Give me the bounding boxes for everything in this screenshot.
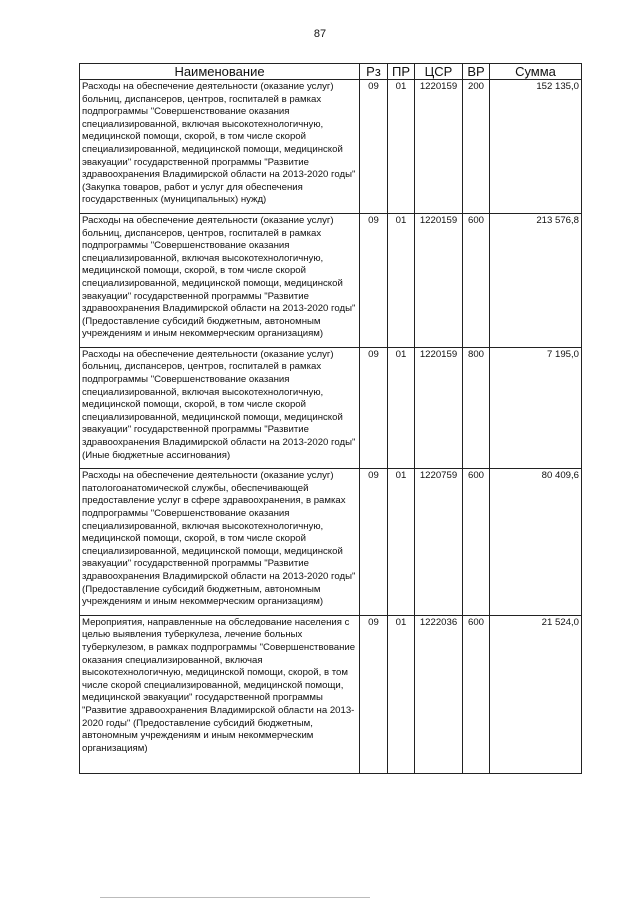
row-rz-cell: 09 (360, 615, 388, 774)
header-vr: ВР (463, 64, 490, 80)
row-vr-cell: 600 (463, 615, 490, 774)
row-vr-cell: 200 (463, 80, 490, 214)
table-row (80, 469, 582, 616)
row-csr-cell: 1220159 (415, 213, 463, 347)
header-sum: Сумма (490, 64, 582, 80)
row-sum-cell: 213 576,8 (490, 213, 582, 347)
row-rz-cell: 09 (360, 347, 388, 468)
row-rz-cell: 09 (360, 469, 388, 616)
header-name: Наименование (80, 64, 360, 80)
table-row (80, 615, 582, 774)
row-pr-cell: 01 (388, 347, 415, 468)
row-sum-cell: 152 135,0 (490, 80, 582, 214)
row-sum-cell: 21 524,0 (490, 615, 582, 774)
row-vr-cell: 600 (463, 469, 490, 616)
row-vr-cell: 600 (463, 213, 490, 347)
row-vr-cell: 800 (463, 347, 490, 468)
row-name-cell: Расходы на обеспечение деятельности (оказание услуг) больниц, диспансеров, центров, госпиталей в рамках подпрограммы "Совершенствование оказания специализированной, включая высокотехнологичную, медицинской помощи, скорой, в том числе скорой специализированной, медицинской помощи, медицинской эвакуации" государственной программы "Развитие здравоохранения Владимирской области на 2013-2020 годы" (Закупка товаров, работ и услуг для обеспечения государственных (муниципальных) нужд) (80, 80, 360, 214)
table-row (80, 347, 582, 468)
header-rz: Рз (360, 64, 388, 80)
row-rz-cell: 09 (360, 213, 388, 347)
row-pr-cell: 01 (388, 615, 415, 774)
row-name-cell: Расходы на обеспечение деятельности (оказание услуг) патологоанатомической службы, обеспечивающей предоставление услуг в сфере здравоохранения, в рамках подпрограммы "Совершенствование оказания специализированной, включая высокотехнологичную, медицинской помощи, скорой, в том числе скорой специализированной, медицинской помощи, медицинской эвакуации" государственной программы "Развитие здравоохранения Владимирской области на 2013-2020 годы" (Предоставление субсидий бюджетным, автономным учреждениям и иным некоммерческим организациям) (80, 469, 360, 616)
page-number: 87 (313, 28, 327, 40)
header-csr: ЦСР (415, 64, 463, 80)
row-pr-cell: 01 (388, 80, 415, 214)
row-pr-cell: 01 (388, 213, 415, 347)
row-csr-cell: 1220159 (415, 347, 463, 468)
header-pr: ПР (388, 64, 415, 80)
row-sum-cell: 80 409,6 (490, 469, 582, 616)
table-row (80, 213, 582, 347)
row-name-cell: Расходы на обеспечение деятельности (оказание услуг) больниц, диспансеров, центров, госпиталей в рамках подпрограммы "Совершенствование оказания специализированной, включая высокотехнологичную, медицинской помощи, скорой, в том числе скорой специализированной, медицинской помощи, медицинской эвакуации" государственной программы "Развитие здравоохранения Владимирской области на 2013-2020 годы" (Предоставление субсидий бюджетным, автономным учреждениям и иным некоммерческим организациям) (80, 213, 360, 347)
row-csr-cell: 1220759 (415, 469, 463, 616)
table-row (80, 80, 582, 214)
row-sum-cell: 7 195,0 (490, 347, 582, 468)
table-header-row (80, 64, 582, 80)
row-rz-cell: 09 (360, 80, 388, 214)
row-name-cell: Мероприятия, направленные на обследование населения с целью выявления туберкулеза, лечение больных туберкулезом, в рамках подпрограммы "Совершенствование оказания специализированной, включая высокотехнологичную, медицинской помощи, скорой, в том числе скорой специализированной, медицинской помощи, медицинской эвакуации" государственной программы "Развитие здравоохранения Владимирской области на 2013-2020 годы" (Предоставление субсидий бюджетным, автономным учреждениям и иным некоммерческим организациям) (80, 615, 360, 774)
scan-edge-line (100, 897, 370, 898)
row-csr-cell: 1220159 (415, 80, 463, 214)
budget-table (79, 63, 582, 774)
row-pr-cell: 01 (388, 469, 415, 616)
row-csr-cell: 1222036 (415, 615, 463, 774)
row-name-cell: Расходы на обеспечение деятельности (оказание услуг) больниц, диспансеров, центров, госпиталей в рамках подпрограммы "Совершенствование оказания специализированной, включая высокотехнологичную, медицинской помощи, скорой, в том числе скорой специализированной, медицинской помощи, медицинской эвакуации" государственной программы "Развитие здравоохранения Владимирской области на 2013-2020 годы" (Иные бюджетные ассигнования) (80, 347, 360, 468)
